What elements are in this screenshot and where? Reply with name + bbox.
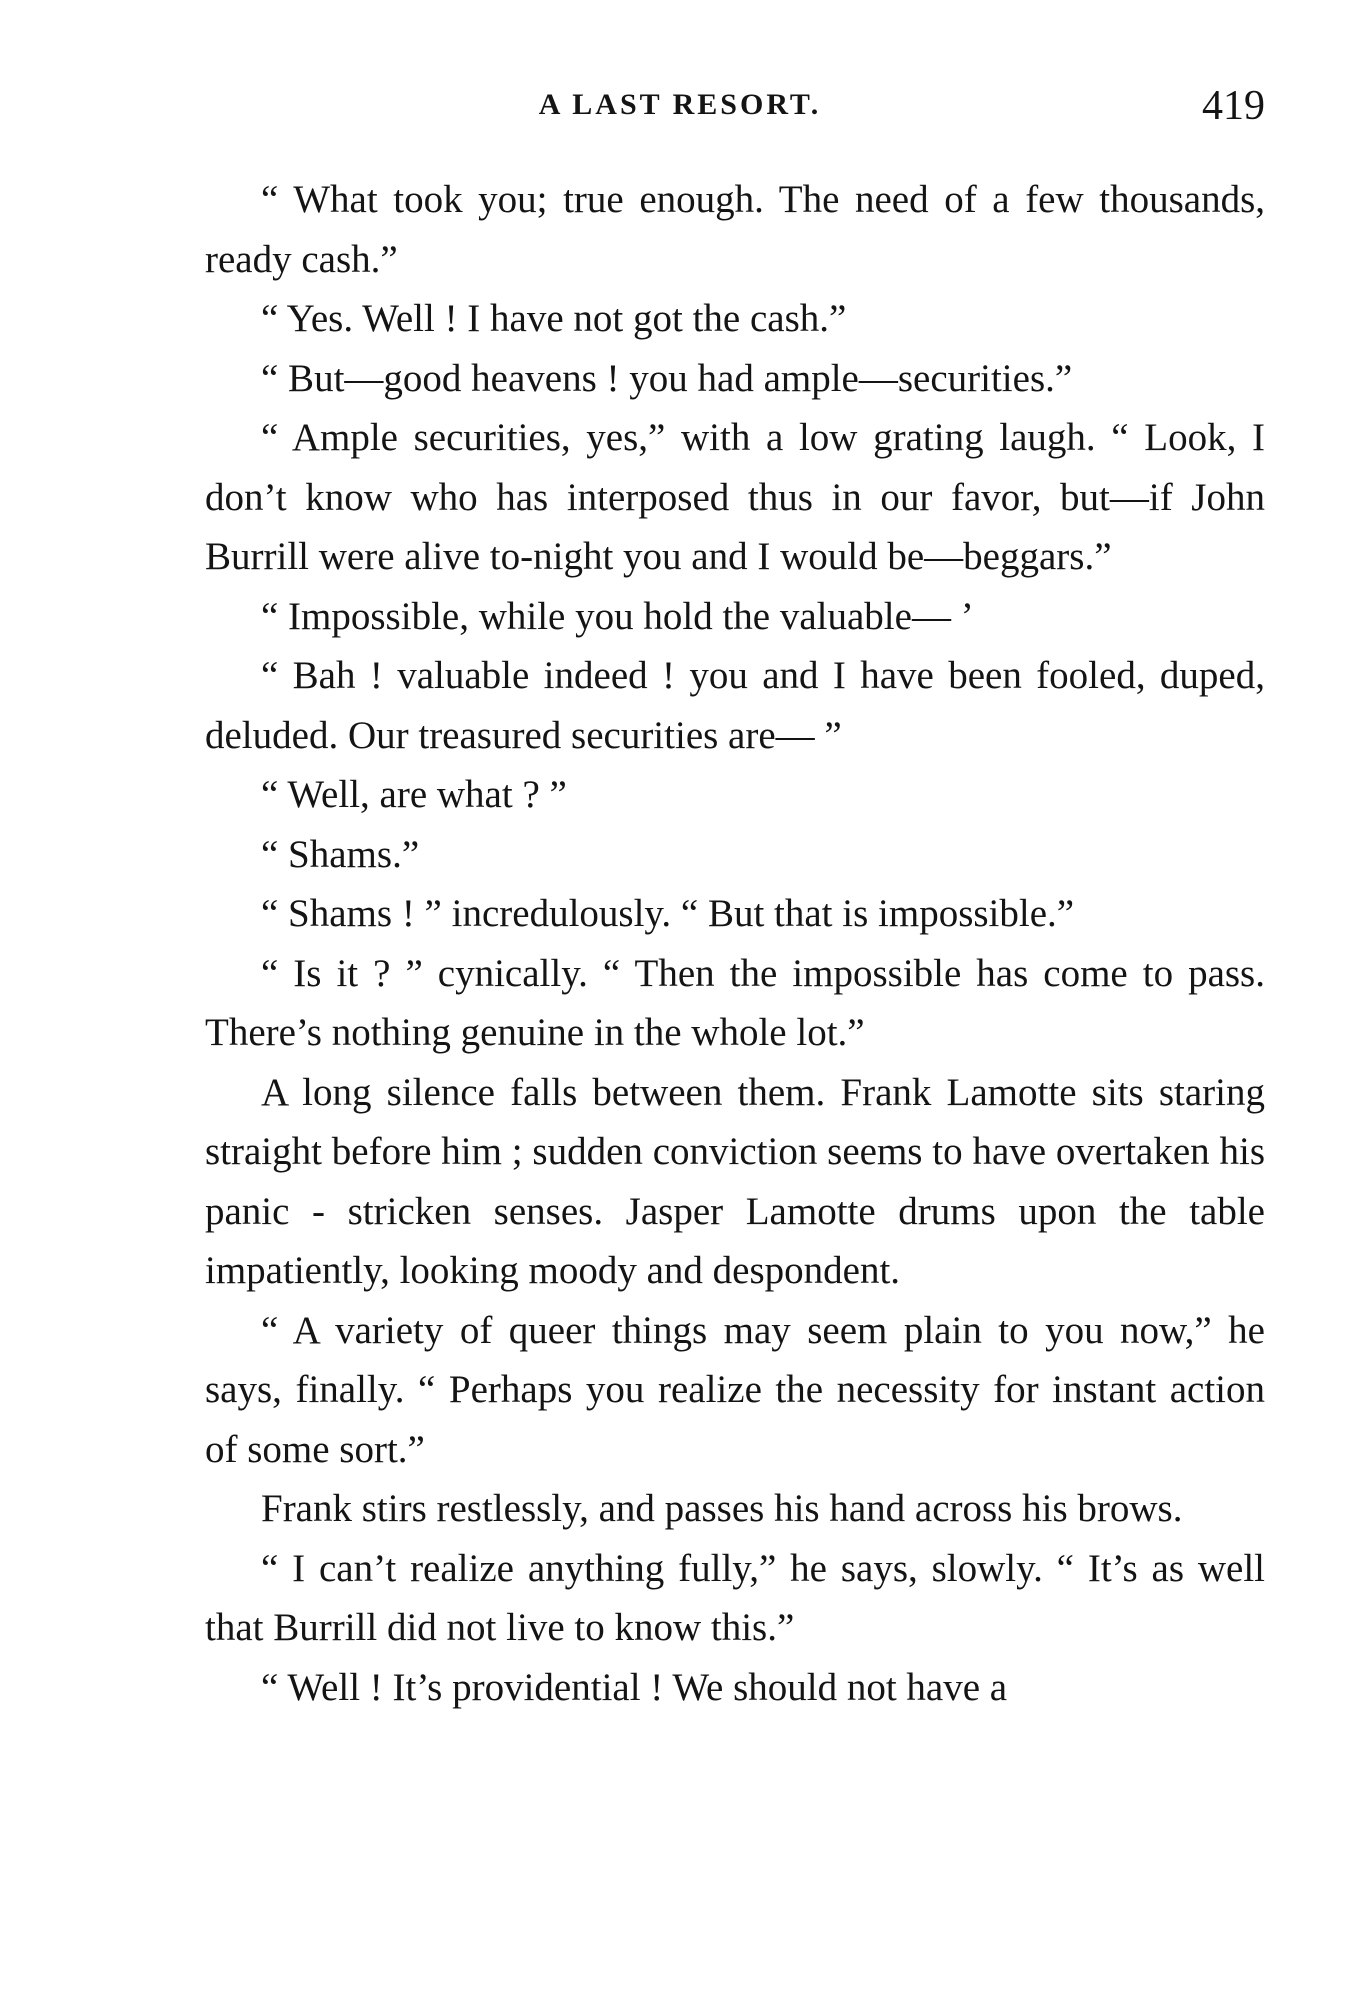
paragraph-14: “ I can’t realize anything fully,” he says, slowly. “ It’s as well that Burrill did not live to know this.” (205, 1546, 1265, 1649)
paragraph-5: “ Impossible, while you hold the valuable— ’ (261, 594, 974, 638)
paragraph-7: “ Well, are what ? ” (261, 773, 567, 816)
paragraph-13: Frank stirs restlessly, and passes his hand across his brows. (261, 1487, 1183, 1530)
page-header (205, 82, 1265, 132)
running-head: A LAST RESORT. (538, 88, 822, 121)
paragraph-3: “ But—good heavens ! you had ample—securities.” (261, 356, 1073, 400)
paragraph-2: “ Yes. Well ! I have not got the cash.” (261, 297, 847, 340)
paragraph-11: A long silence falls between them. Frank Lamotte sits staring straight before him ; sudden conviction seems to have overtaken his panic - stricken senses. Jasper Lamotte drums upon the table impatiently, looking moody and despondent. (205, 1070, 1265, 1292)
paragraph-10: “ Is it ? ” cynically. “ Then the impossible has come to pass. There’s nothing genuine in the whole lot.” (205, 951, 1265, 1054)
paragraph-8: “ Shams.” (261, 832, 420, 876)
paragraph-15: “ Well ! It’s providential ! We should not have a (261, 1665, 1008, 1709)
body-text (205, 170, 1265, 1717)
paragraph-12: “ A variety of queer things may seem plain to you now,” he says, finally. “ Perhaps you realize the necessity for instant action of some sort.” (205, 1308, 1265, 1471)
paragraph-1: “ What took you; true enough. The need of a few thousands, ready cash.” (205, 178, 1265, 281)
paragraph-4: “ Ample securities, yes,” with a low grating laugh. “ Look, I don’t know who has interposed thus in our favor, but—if John Burrill were alive to-night you and I would be—beggars.” (205, 416, 1265, 578)
paragraph-9: “ Shams ! ” incredulously. “ But that is impossible.” (261, 892, 1075, 935)
page-number: 419 (1202, 83, 1265, 129)
paragraph-6: “ Bah ! valuable indeed ! you and I have been fooled, duped, deluded. Our treasured securities are— ” (205, 654, 1265, 757)
